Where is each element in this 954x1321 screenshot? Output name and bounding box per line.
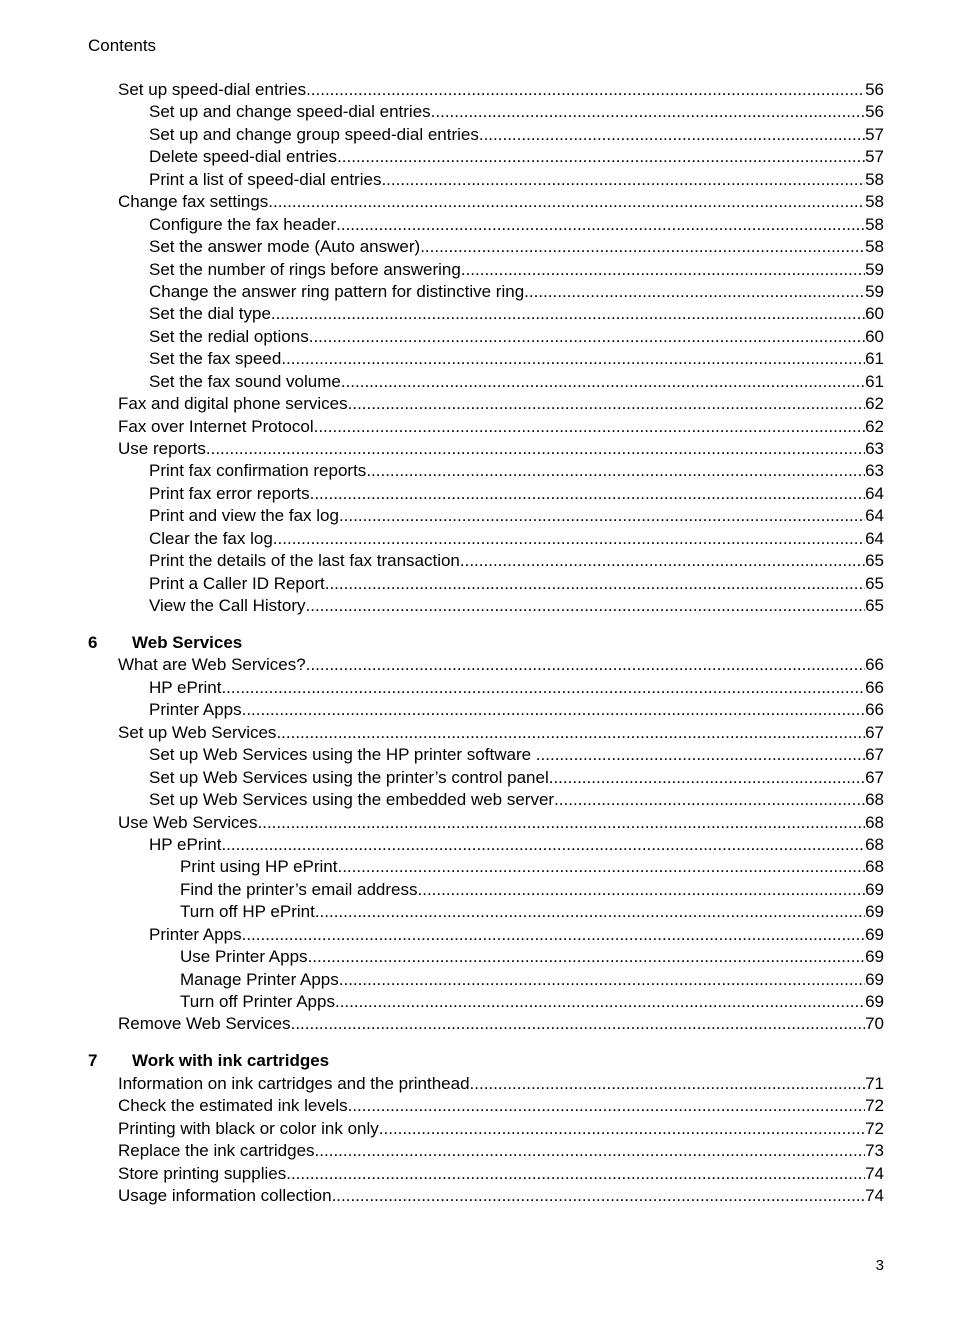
dot-leader — [325, 573, 865, 595]
toc-page-number: 69 — [865, 969, 884, 989]
toc-entry[interactable] — [118, 654, 884, 676]
toc-page-number: 62 — [865, 416, 884, 436]
toc-entry-title: Print fax confirmation reports — [149, 461, 367, 481]
toc-entry[interactable] — [118, 191, 884, 213]
toc-page-number: 68 — [865, 812, 884, 832]
toc-row — [0, 259, 954, 281]
toc-entry-title: HP ePrint — [149, 677, 222, 697]
toc-entry-title: Delete speed-dial entries — [149, 147, 338, 167]
toc-entry-title: Set up and change speed-dial entries — [149, 102, 431, 122]
toc-row — [0, 214, 954, 236]
toc-row — [0, 744, 954, 766]
toc-row — [0, 460, 954, 482]
dot-leader — [306, 654, 865, 676]
toc-page-number: 59 — [865, 281, 884, 301]
toc-row — [0, 722, 954, 744]
toc-entry[interactable] — [149, 573, 884, 595]
toc-page-number: 66 — [865, 677, 884, 697]
toc-page-number: 58 — [865, 214, 884, 234]
toc-entry[interactable] — [149, 101, 884, 123]
table-of-contents — [0, 79, 954, 1207]
toc-entry[interactable] — [118, 1140, 884, 1162]
toc-entry-title: Clear the fax log — [149, 528, 273, 548]
toc-entry[interactable] — [118, 1013, 884, 1035]
toc-entry[interactable] — [149, 214, 884, 236]
toc-entry-title: Print the details of the last fax transaction — [149, 551, 460, 571]
toc-row — [0, 505, 954, 527]
toc-entry-title: Set the dial type — [149, 304, 271, 324]
toc-row — [0, 326, 954, 348]
dot-leader — [479, 124, 865, 146]
toc-entry[interactable] — [149, 744, 884, 766]
toc-page-number: 59 — [865, 259, 884, 279]
toc-page-number: 61 — [865, 349, 884, 369]
toc-row — [0, 1140, 954, 1162]
toc-entry-title: Change the answer ring pattern for distinctive ring — [149, 281, 525, 301]
dot-leader — [554, 789, 865, 811]
dot-leader — [348, 1095, 865, 1117]
toc-row — [0, 483, 954, 505]
toc-page-number: 73 — [865, 1141, 884, 1161]
toc-page-number: 71 — [865, 1073, 884, 1093]
chapter-number: 6 — [88, 633, 98, 652]
toc-row — [0, 699, 954, 721]
toc-entry[interactable] — [118, 1118, 884, 1140]
toc-page-number: 58 — [865, 192, 884, 212]
toc-page-number: 68 — [865, 834, 884, 854]
toc-page-number: 67 — [865, 722, 884, 742]
dot-leader — [431, 101, 865, 123]
dot-leader — [332, 1185, 866, 1207]
dot-leader — [242, 699, 865, 721]
toc-entry-title: Printer Apps — [149, 924, 242, 944]
dot-leader — [291, 1013, 865, 1035]
toc-row — [0, 834, 954, 856]
toc-row — [0, 1118, 954, 1140]
toc-row — [0, 1013, 954, 1035]
toc-entry-title: Use reports — [118, 439, 206, 458]
dot-leader — [281, 348, 865, 370]
dot-leader — [276, 722, 865, 744]
toc-entry[interactable] — [149, 834, 884, 856]
toc-entry-title: View the Call History — [149, 596, 306, 616]
toc-row — [0, 303, 954, 325]
dot-leader — [337, 146, 865, 168]
toc-entry-title: Print fax error reports — [149, 483, 310, 503]
toc-page-number: 63 — [865, 439, 884, 458]
toc-page-number: 64 — [865, 506, 884, 526]
toc-row — [0, 550, 954, 572]
toc-entry[interactable] — [118, 416, 884, 438]
toc-page-number: 56 — [865, 80, 884, 99]
dot-leader — [348, 393, 865, 415]
toc-entry[interactable] — [149, 677, 884, 699]
toc-page-number: 72 — [865, 1118, 884, 1138]
toc-entry[interactable] — [149, 124, 884, 146]
dot-leader — [258, 812, 866, 834]
toc-entry[interactable] — [149, 505, 884, 527]
toc-row — [0, 1073, 954, 1095]
toc-row — [0, 281, 954, 303]
toc-entry[interactable] — [180, 991, 884, 1013]
toc-row — [0, 101, 954, 123]
toc-entry-title: Print using HP ePrint — [180, 857, 338, 877]
toc-entry[interactable] — [118, 438, 884, 460]
toc-page-number: 68 — [865, 857, 884, 877]
dot-leader — [286, 1163, 865, 1185]
dot-leader — [549, 767, 865, 789]
toc-entry-title: Information on ink cartridges and the printhead — [118, 1073, 470, 1093]
toc-page-number: 66 — [865, 655, 884, 675]
toc-row — [0, 856, 954, 878]
page-header-title: Contents — [88, 36, 157, 55]
dot-leader — [336, 214, 865, 236]
dot-leader — [309, 326, 865, 348]
toc-entry-title: Turn off Printer Apps — [180, 992, 335, 1011]
toc-entry-title: Check the estimated ink levels — [118, 1096, 348, 1116]
dot-leader — [460, 550, 865, 572]
toc-entry[interactable] — [180, 856, 884, 878]
toc-entry-title: HP ePrint — [149, 834, 222, 854]
toc-row — [0, 812, 954, 834]
dot-leader — [242, 924, 865, 946]
toc-page-number: 62 — [865, 394, 884, 414]
dot-leader — [339, 505, 865, 527]
toc-page-number: 74 — [865, 1186, 884, 1205]
dot-leader — [335, 991, 865, 1013]
toc-entry-title: Use Printer Apps — [180, 947, 308, 967]
toc-entry-title: Set up Web Services using the HP printer software — [149, 745, 536, 765]
toc-entry[interactable] — [118, 393, 884, 415]
toc-entry[interactable] — [149, 789, 884, 811]
toc-entry-title: Manage Printer Apps — [180, 969, 339, 989]
toc-entry-title: Use Web Services — [118, 812, 258, 832]
toc-entry[interactable] — [149, 281, 884, 303]
dot-leader — [341, 371, 865, 393]
toc-page-number: 63 — [865, 461, 884, 481]
toc-entry-title: Print a list of speed-dial entries — [149, 169, 382, 189]
toc-page-number: 67 — [865, 745, 884, 765]
toc-page-number: 61 — [865, 371, 884, 391]
toc-entry-title: Printer Apps — [149, 700, 242, 720]
toc-row — [0, 969, 954, 991]
dot-leader — [310, 483, 865, 505]
toc-page-number: 74 — [865, 1163, 884, 1183]
toc-page-number: 57 — [865, 124, 884, 144]
toc-page-number: 64 — [865, 483, 884, 503]
toc-row — [0, 191, 954, 213]
toc-entry-title: Set up and change group speed-dial entries — [149, 124, 479, 144]
dot-leader — [271, 303, 865, 325]
toc-page-number: 65 — [865, 551, 884, 571]
toc-entry[interactable] — [180, 901, 884, 923]
toc-entry-title: Print and view the fax log — [149, 506, 339, 526]
dot-leader — [315, 1140, 866, 1162]
toc-entry[interactable] — [118, 1163, 884, 1185]
toc-page-number: 69 — [865, 924, 884, 944]
toc-entry-title: Set the redial options — [149, 326, 309, 346]
toc-entry[interactable] — [149, 924, 884, 946]
toc-row — [0, 236, 954, 258]
toc-entry[interactable] — [149, 371, 884, 393]
toc-entry-title: Turn off HP ePrint — [180, 902, 315, 922]
toc-page-number: 68 — [865, 790, 884, 810]
toc-entry[interactable] — [149, 483, 884, 505]
dot-leader — [339, 969, 865, 991]
toc-row — [0, 879, 954, 901]
toc-page-number: 56 — [865, 102, 884, 122]
dot-leader — [221, 677, 865, 699]
toc-entry-title: Print a Caller ID Report — [149, 573, 325, 593]
toc-row — [0, 789, 954, 811]
toc-entry-title: Fax and digital phone services — [118, 394, 348, 414]
toc-page-number: 69 — [865, 947, 884, 967]
toc-row — [0, 946, 954, 968]
toc-row — [0, 438, 954, 460]
toc-entry[interactable] — [180, 969, 884, 991]
toc-page-number: 72 — [865, 1096, 884, 1116]
toc-row — [0, 654, 954, 676]
toc-entry[interactable] — [149, 303, 884, 325]
toc-entry[interactable] — [180, 879, 884, 901]
toc-entry-title: Change fax settings — [118, 192, 269, 212]
toc-page-number: 70 — [865, 1014, 884, 1034]
toc-entry[interactable] — [118, 812, 884, 834]
toc-entry-title: Replace the ink cartridges — [118, 1141, 315, 1161]
toc-entry[interactable] — [149, 259, 884, 281]
chapter-title: Web Services — [132, 633, 243, 652]
toc-row — [0, 573, 954, 595]
toc-row — [0, 146, 954, 168]
toc-entry-title: Printing with black or color ink only — [118, 1118, 379, 1138]
dot-leader — [461, 259, 865, 281]
toc-row — [0, 416, 954, 438]
dot-leader — [470, 1073, 866, 1095]
toc-entry[interactable] — [149, 169, 884, 191]
toc-row — [0, 1185, 954, 1207]
toc-entry[interactable] — [149, 326, 884, 348]
toc-entry[interactable] — [149, 528, 884, 550]
toc-page-number: 58 — [865, 169, 884, 189]
toc-entry[interactable] — [149, 550, 884, 572]
toc-entry-title: What are Web Services? — [118, 655, 306, 675]
toc-row — [0, 1163, 954, 1185]
dot-leader — [420, 236, 865, 258]
chapter-title: Work with ink cartridges — [132, 1051, 330, 1071]
toc-entry[interactable] — [118, 1073, 884, 1095]
chapter-number: 7 — [88, 1051, 98, 1071]
toc-row — [0, 79, 954, 101]
toc-entry-title: Usage information collection — [118, 1186, 332, 1205]
chapter-heading[interactable] — [0, 1050, 954, 1072]
toc-entry[interactable] — [149, 236, 884, 258]
dot-leader — [306, 595, 866, 617]
toc-entry-title: Set the answer mode (Auto answer) — [149, 237, 421, 257]
toc-entry[interactable] — [149, 460, 884, 482]
dot-leader — [536, 744, 865, 766]
toc-entry[interactable] — [118, 722, 884, 744]
toc-page-number: 60 — [865, 304, 884, 324]
toc-page-number: 65 — [865, 596, 884, 616]
toc-page-number: 64 — [865, 528, 884, 548]
toc-row — [0, 991, 954, 1013]
toc-row — [0, 371, 954, 393]
toc-entry[interactable] — [149, 767, 884, 789]
toc-entry[interactable] — [118, 1095, 884, 1117]
dot-leader — [524, 281, 865, 303]
dot-leader — [273, 528, 865, 550]
toc-page-number: 60 — [865, 326, 884, 346]
toc-entry-title: Remove Web Services — [118, 1014, 291, 1034]
dot-leader — [221, 834, 865, 856]
dot-leader — [379, 1118, 865, 1140]
toc-entry-title: Set up Web Services using the embedded web server — [149, 790, 555, 810]
dot-leader — [418, 879, 866, 901]
toc-entry[interactable] — [118, 1185, 884, 1207]
toc-row — [0, 348, 954, 370]
toc-row — [0, 924, 954, 946]
toc-page-number: 66 — [865, 700, 884, 720]
chapter-heading[interactable] — [0, 632, 954, 654]
toc-page-number: 69 — [865, 902, 884, 922]
dot-leader — [381, 169, 865, 191]
toc-row — [0, 528, 954, 550]
toc-entry-title: Set up Web Services — [118, 722, 277, 742]
toc-entry-title: Set the fax speed — [149, 349, 282, 369]
toc-entry-title: Fax over Internet Protocol — [118, 416, 314, 436]
page-number: 3 — [875, 1257, 884, 1274]
dot-leader — [315, 901, 865, 923]
toc-page-number: 67 — [865, 767, 884, 787]
toc-entry-title: Set the fax sound volume — [149, 371, 341, 391]
toc-page-number: 65 — [865, 573, 884, 593]
toc-entry-title: Store printing supplies — [118, 1163, 287, 1183]
toc-page-number: 58 — [865, 237, 884, 257]
dot-leader — [306, 79, 865, 101]
toc-entry[interactable] — [149, 146, 884, 168]
toc-page-number: 57 — [865, 147, 884, 167]
dot-leader — [337, 856, 865, 878]
toc-row — [0, 169, 954, 191]
toc-row — [0, 124, 954, 146]
toc-entry[interactable] — [118, 79, 884, 101]
toc-row — [0, 677, 954, 699]
dot-leader — [314, 416, 865, 438]
dot-leader — [366, 460, 865, 482]
dot-leader — [206, 438, 865, 460]
toc-entry[interactable] — [149, 348, 884, 370]
toc-row — [0, 393, 954, 415]
dot-leader — [268, 191, 865, 213]
toc-entry-title: Set up speed-dial entries — [118, 80, 307, 99]
toc-row — [0, 767, 954, 789]
toc-entry-title: Configure the fax header — [149, 214, 337, 234]
toc-row — [0, 901, 954, 923]
toc-row — [0, 595, 954, 617]
toc-page-number: 69 — [865, 992, 884, 1011]
dot-leader — [308, 946, 866, 968]
toc-entry[interactable] — [180, 946, 884, 968]
toc-entry-title: Set up Web Services using the printer’s control panel — [149, 767, 549, 787]
toc-entry-title: Set the number of rings before answering — [149, 259, 461, 279]
toc-row — [0, 1095, 954, 1117]
toc-entry[interactable] — [149, 595, 884, 617]
toc-entry-title: Find the printer’s email address — [180, 879, 418, 899]
toc-entry[interactable] — [149, 699, 884, 721]
toc-page-number: 69 — [865, 879, 884, 899]
